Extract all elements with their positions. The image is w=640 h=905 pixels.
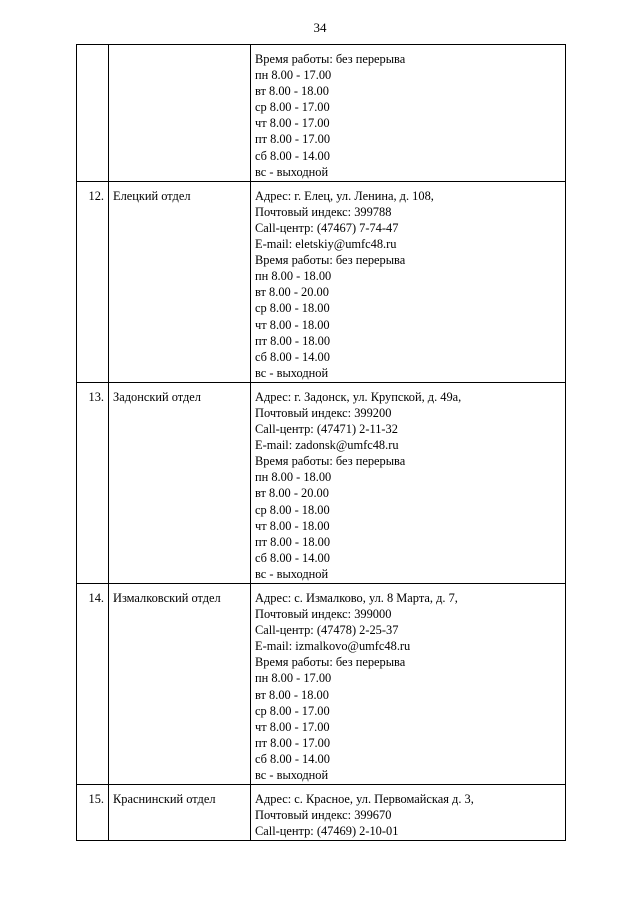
detail-line: чт 8.00 - 18.00 [255,518,330,533]
detail-line: Call-центр: (47467) 7-74-47 [255,220,399,235]
detail-line: Время работы: без перерыва [255,655,406,670]
office-details [251,181,566,382]
detail-line: Адрес: с. Красное, ул. Первомайская д. 3, [255,792,474,807]
detail-line: сб 8.00 - 14.00 [255,751,330,766]
detail-line: сб 8.00 - 14.00 [255,550,330,565]
detail-line: пн 8.00 - 18.00 [255,470,332,485]
detail-line: вс - выходной [255,566,329,581]
office-name: Измалковский отдел [109,584,251,785]
offices-table-body [77,45,566,841]
table-row [77,45,566,182]
detail-line: Почтовый индекс: 399670 [255,808,392,823]
detail-line: Почтовый индекс: 399200 [255,405,392,420]
detail-line: пн 8.00 - 18.00 [255,269,332,284]
detail-line: Время работы: без перерыва [255,253,406,268]
detail-line: Call-центр: (47471) 2-11-32 [255,422,398,437]
office-details [251,785,566,841]
detail-line: ср 8.00 - 18.00 [255,301,330,316]
table-row [77,785,566,841]
offices-table [76,44,566,841]
detail-line: Время работы: без перерыва [255,454,406,469]
office-name [109,45,251,182]
table-row [77,584,566,785]
detail-line: пт 8.00 - 18.00 [255,333,331,348]
detail-line: Почтовый индекс: 399788 [255,204,392,219]
detail-line: вс - выходной [255,365,329,380]
page-number: 34 [313,20,327,35]
detail-line: ср 8.00 - 18.00 [255,502,330,517]
office-details [251,45,566,182]
office-name: Елецкий отдел [109,181,251,382]
detail-line: сб 8.00 - 14.00 [255,148,330,163]
row-number: 12. [77,181,109,382]
row-number: 13. [77,382,109,583]
detail-line: вт 8.00 - 20.00 [255,285,329,300]
detail-line: вс - выходной [255,164,329,179]
detail-line: вт 8.00 - 18.00 [255,84,329,99]
detail-line: пт 8.00 - 17.00 [255,132,331,147]
detail-line: вс - выходной [255,768,329,783]
detail-line: вт 8.00 - 18.00 [255,687,329,702]
detail-line: Адрес: г. Елец, ул. Ленина, д. 108, [255,188,434,203]
row-number [77,45,109,182]
detail-line: пт 8.00 - 18.00 [255,534,331,549]
detail-line: вт 8.00 - 20.00 [255,486,329,501]
detail-line: пт 8.00 - 17.00 [255,735,331,750]
detail-line: сб 8.00 - 14.00 [255,349,330,364]
office-name: Задонский отдел [109,382,251,583]
detail-line: Почтовый индекс: 399000 [255,607,392,622]
detail-line: ср 8.00 - 17.00 [255,100,330,115]
detail-line: Адрес: с. Измалково, ул. 8 Марта, д. 7, [255,591,458,605]
detail-line: чт 8.00 - 18.00 [255,317,330,332]
detail-line: пн 8.00 - 17.00 [255,68,332,83]
row-number: 14. [77,584,109,785]
detail-line: чт 8.00 - 17.00 [255,719,330,734]
office-details [251,584,566,785]
office-name: Краснинский отдел [109,785,251,841]
detail-line: ср 8.00 - 17.00 [255,703,330,718]
detail-line: чт 8.00 - 17.00 [255,116,330,131]
detail-line: Адрес: г. Задонск, ул. Крупской, д. 49а, [255,389,462,404]
detail-line: E-mail: zadonsk@umfc48.ru [255,438,399,453]
detail-line: E-mail: eletskiy@umfc48.ru [255,237,397,252]
office-details [251,382,566,583]
table-row [77,382,566,583]
detail-line: Call-центр: (47469) 2-10-01 [255,824,399,839]
detail-line: E-mail: izmalkovo@umfc48.ru [255,639,411,654]
table-row [77,181,566,382]
detail-line: Call-центр: (47478) 2-25-37 [255,623,399,638]
detail-line: пн 8.00 - 17.00 [255,671,332,686]
row-number: 15. [77,785,109,841]
detail-line: Время работы: без перерыва [255,52,406,66]
